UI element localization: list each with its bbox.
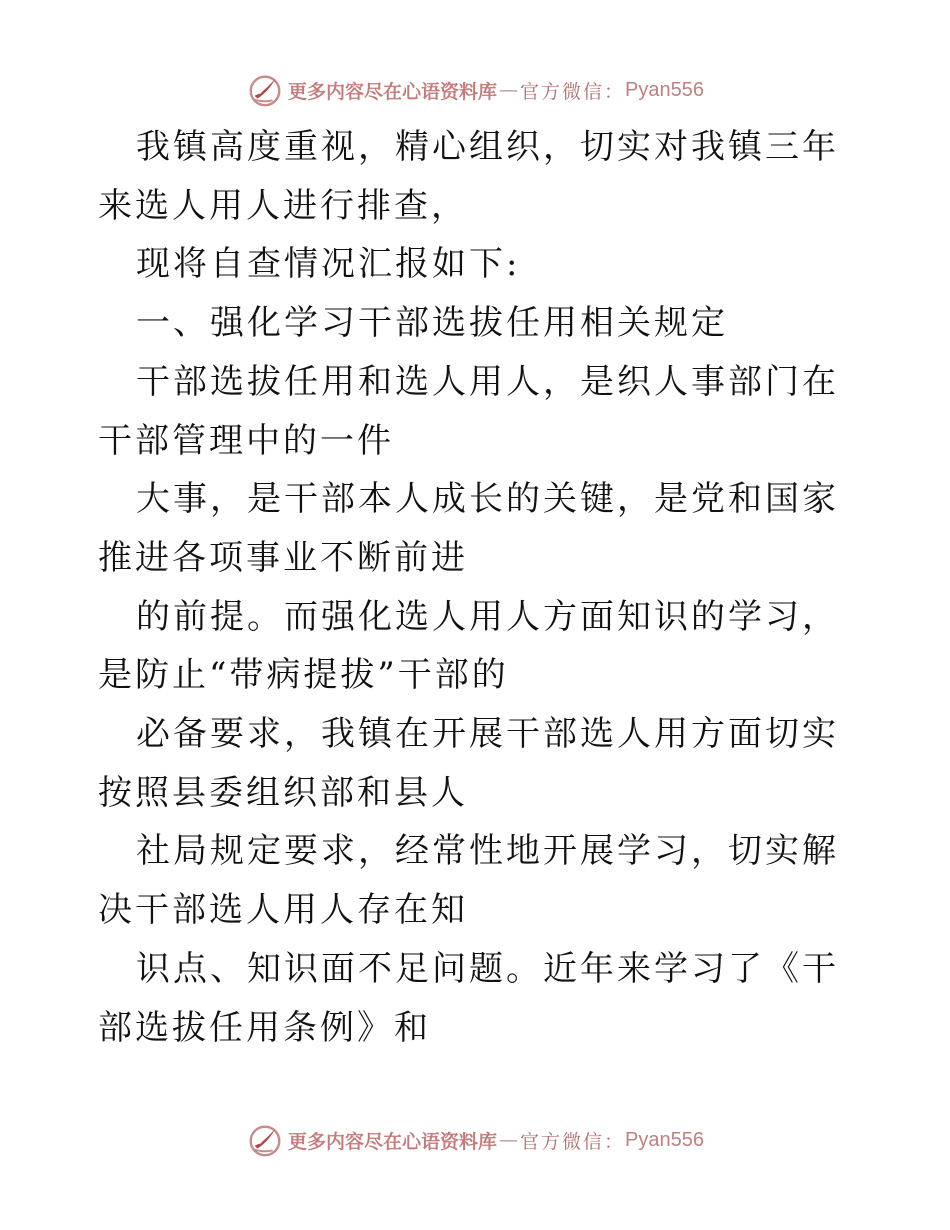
watermark-wechat-id: Pyan556	[625, 78, 704, 101]
watermark-wechat-label: 官方微信：	[520, 80, 626, 103]
watermark-wechat-id: Pyan556	[625, 1128, 704, 1151]
watermark-dash: —	[499, 79, 519, 101]
footer-watermark	[0, 1120, 950, 1160]
paragraph-2: 现将自查情况汇报如下:	[136, 244, 521, 285]
watermark-wechat-label: 官方微信：	[520, 1130, 626, 1153]
quill-logo-icon	[246, 71, 284, 109]
watermark-site-name: 更多内容尽在心语资料库	[288, 80, 498, 103]
quill-logo-icon	[246, 1121, 284, 1159]
document-body	[98, 118, 858, 1057]
paragraph-5: 的前提。而强化选人用人方面知识的学习，是防止“带病提拔”干部的	[98, 596, 839, 696]
paragraph-7: 社局规定要求，经常性地开展学习，切实解决干部选人用人存在知	[98, 831, 839, 931]
paragraph-6: 必备要求，我镇在开展干部选人用方面切实按照县委组织部和县人	[98, 714, 839, 813]
paragraph-3: 干部选拔任用和选人用人，是织人事部门在干部管理中的一件	[98, 361, 839, 461]
paragraph-1: 我镇高度重视，精心组织，切实对我镇三年来选人用人进行排查，	[98, 127, 839, 226]
paragraph-4: 大事，是干部本人成长的关键，是党和国家推进各项事业不断前进	[98, 479, 839, 578]
watermark-dash: —	[499, 1129, 519, 1151]
header-watermark	[0, 70, 950, 110]
paragraph-8: 识点、知识面不足问题。近年来学习了《干部选拔任用条例》和	[98, 948, 839, 1048]
watermark-site-name: 更多内容尽在心语资料库	[288, 1130, 498, 1153]
section-heading-1: 一、强化学习干部选拔任用相关规定	[136, 303, 728, 344]
